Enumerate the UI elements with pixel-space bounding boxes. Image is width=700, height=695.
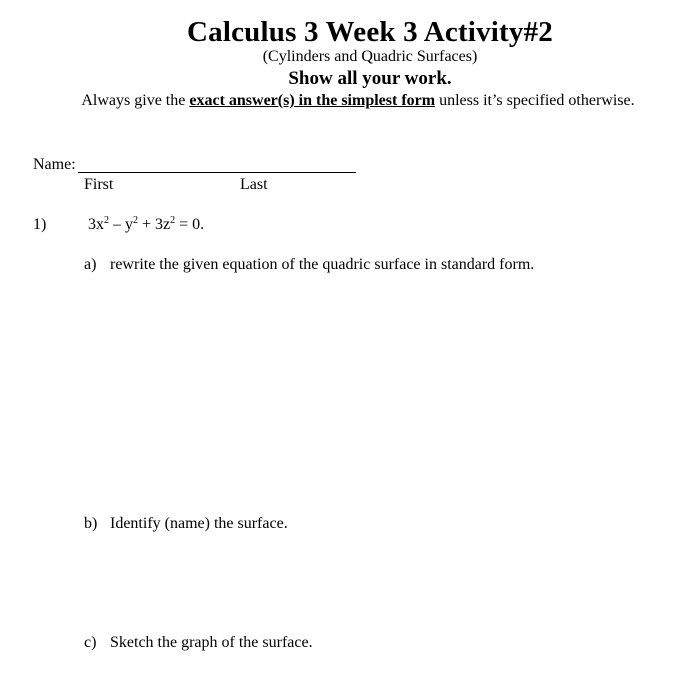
question-number: 1) [33,216,47,233]
part-c-text: Sketch the graph of the surface. [110,634,313,651]
first-name-label: First [84,176,114,193]
part-a-text: rewrite the given equation of the quadric surface in standard form. [110,256,535,273]
part-b-text: Identify (name) the surface. [110,515,288,532]
name-input-line[interactable] [78,172,356,173]
part-b-letter: b) [84,515,98,532]
page-subtitle: (Cylinders and Quadric Surfaces) [262,48,478,65]
part-a-letter: a) [84,256,97,273]
instruction-suffix: unless it’s specified otherwise. [435,92,635,109]
part-b [84,515,288,533]
last-name-label: Last [240,176,268,193]
show-work-instruction: Show all your work. [288,68,452,89]
eq-term-3: + 3z [138,216,171,233]
eq-term-1: 3x [88,216,104,233]
name-label: Name: [33,156,76,173]
eq-term-4: = 0. [175,216,205,233]
eq-exp-1: 2 [104,215,109,226]
eq-exp-2: 2 [133,215,138,226]
part-c-letter: c) [84,634,97,651]
answer-instruction [0,92,700,110]
instruction-emphasis: exact answer(s) in the simplest form [189,92,436,109]
eq-term-2: – y [109,216,133,233]
question-equation [88,216,204,234]
page-title: Calculus 3 Week 3 Activity#2 [187,16,553,48]
instruction-prefix: Always give the [81,92,190,109]
part-c [84,634,313,652]
part-a [84,256,534,274]
eq-exp-3: 2 [170,215,176,226]
